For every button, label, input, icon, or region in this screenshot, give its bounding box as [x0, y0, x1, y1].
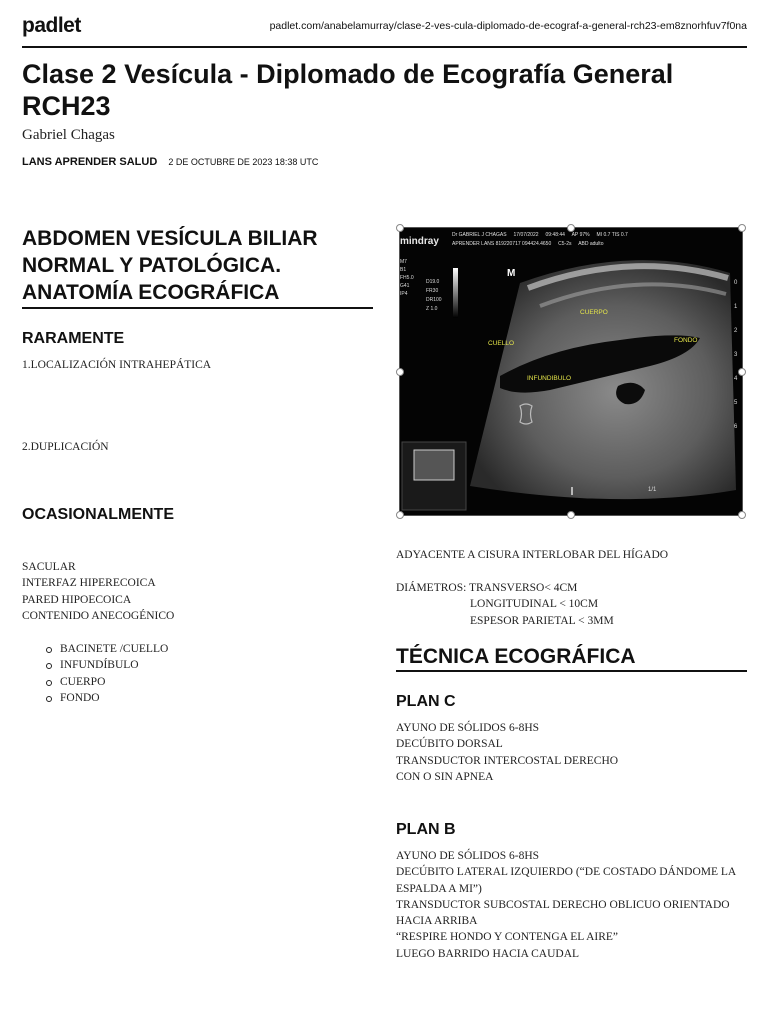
organization-name: LANS APRENDER SALUD: [22, 156, 158, 168]
svg-text:4: 4: [734, 376, 738, 382]
plan-b-line: HACIA ARRIBA: [396, 915, 478, 928]
plan-b-line: DECÚBITO LATERAL IZQUIERDO (“DE COSTADO DÁNDOME LA: [396, 866, 737, 879]
diametros-line: LONGITUDINAL < 10CM: [470, 598, 599, 611]
plan-c-lines: [396, 720, 618, 785]
ultrasound-setting: Z 1.0: [426, 306, 438, 312]
plan-b-line: “RESPIRE HONDO Y CONTENGA EL AIRE”: [396, 931, 618, 944]
plan-b-lines: [396, 848, 736, 962]
plan-c-line: CON O SIN APNEA: [396, 770, 494, 783]
frame-counter: 1/1: [648, 487, 657, 493]
svg-text:2: 2: [734, 328, 738, 334]
label-cuello: CUELLO: [488, 340, 515, 347]
post-date: 2 DE OCTUBRE DE 2023 18:38 UTC: [168, 157, 319, 167]
ultrasound-setting: B1: [400, 267, 407, 273]
ocasionalmente-lines: [22, 559, 174, 624]
svg-text:3: 3: [734, 352, 738, 358]
ultrasound-header-line-1: Dr GABRIEL J CHAGAS 17/07/2022 09:48:44 AP 97% MI 0.7 TIS 0.7: [452, 232, 628, 238]
ultrasound-setting: D19.0: [426, 279, 440, 285]
svg-text:0: 0: [734, 280, 738, 286]
resize-handle[interactable]: [396, 511, 404, 519]
resize-handle[interactable]: [738, 368, 746, 376]
resize-handle[interactable]: [396, 368, 404, 376]
list-item: BACINETE /CUELLO: [60, 641, 168, 657]
post-meta: [22, 156, 318, 168]
plan-b-line: LUEGO BARRIDO HACIA CAUDAL: [396, 947, 580, 960]
ultrasound-header-line-2: APRENDER LANS 819220717 094424.4650 C5-2s ABD adulto: [452, 241, 604, 247]
list-item: CUERPO: [60, 674, 168, 690]
resize-handle[interactable]: [567, 511, 575, 519]
ocasionalmente-line: INTERFAZ HIPERECOICA: [22, 577, 156, 590]
svg-text:1: 1: [734, 304, 738, 310]
plan-c-line: TRANSDUCTOR INTERCOSTAL DERECHO: [396, 754, 619, 767]
ocasionalmente-heading: OCASIONALMENTE: [22, 506, 174, 523]
gallbladder-parts-list: [22, 641, 168, 706]
ultrasound-setting: IP4: [400, 291, 408, 297]
padlet-logo[interactable]: padlet: [22, 14, 81, 37]
main-heading: ABDOMEN VESÍCULA BILIAR NORMAL Y PATOLÓGICA. ANATOMÍA ECOGRÁFICA: [22, 225, 373, 309]
ultrasound-brand: mindray: [400, 236, 439, 247]
resize-handle[interactable]: [738, 511, 746, 519]
ultrasound-image[interactable]: [399, 227, 743, 516]
raramente-heading: RARAMENTE: [22, 330, 125, 347]
resize-handle[interactable]: [738, 224, 746, 232]
ultrasound-setting: FR30: [426, 288, 439, 294]
resize-handle[interactable]: [396, 224, 404, 232]
svg-text:6: 6: [734, 424, 738, 430]
diametros-line: ESPESOR PARIETAL < 3MM: [470, 614, 614, 627]
top-bar: [22, 14, 747, 48]
thumbnail-icon: [414, 450, 454, 480]
ultrasound-setting: FH5.0: [400, 275, 414, 281]
list-item: INFUNDÍBULO: [60, 657, 168, 673]
tecnica-heading: TÉCNICA ECOGRÁFICA: [396, 643, 747, 672]
intro-line: ADYACENTE A CISURA INTERLOBAR DEL HÍGADO: [396, 549, 669, 561]
resize-handle[interactable]: [567, 224, 575, 232]
plan-b-heading: PLAN B: [396, 821, 456, 838]
ultrasound-settings-2: [426, 278, 442, 314]
plan-c-heading: PLAN C: [396, 693, 456, 710]
raramente-item-2: 2.DUPLICACIÓN: [22, 441, 109, 453]
author-name: Gabriel Chagas: [22, 127, 115, 143]
svg-text:5: 5: [734, 400, 738, 406]
list-item: FONDO: [60, 690, 168, 706]
plan-c-line: AYUNO DE SÓLIDOS 6-8HS: [396, 722, 540, 734]
label-fondo: FONDO: [674, 337, 698, 344]
ultrasound-setting: G41: [400, 283, 410, 289]
ocasionalmente-line: PARED HIPOECOICA: [22, 593, 132, 606]
raramente-item-1: 1.LOCALIZACIÓN INTRAHEPÁTICA: [22, 359, 212, 371]
ultrasound-setting: M7: [400, 259, 407, 265]
plan-b-line: AYUNO DE SÓLIDOS 6-8HS: [396, 850, 540, 862]
page-url: padlet.com/anabelamurray/clase-2-ves-cula-diplomado-de-ecograf-a-general-rch23-em8znorhfuv7f0na: [269, 20, 747, 32]
page-title: Clase 2 Vesícula - Diplomado de Ecografía General RCH23: [22, 59, 674, 121]
label-infundibulo: INFUNDIBULO: [527, 375, 572, 382]
diametros-line: DIÁMETROS: TRANSVERSO< 4CM: [396, 582, 578, 594]
ocasionalmente-line: SACULAR: [22, 561, 76, 573]
ocasionalmente-line: CONTENIDO ANECOGÉNICO: [22, 609, 175, 622]
ultrasound-setting: DR100: [426, 297, 442, 303]
ultrasound-settings: [400, 258, 414, 298]
probe-mark: M: [507, 268, 516, 279]
plan-b-line: ESPALDA A MI”): [396, 882, 482, 895]
ultrasound-svg: [400, 228, 742, 515]
label-cuerpo: CUERPO: [580, 309, 608, 316]
diametros-block: [396, 580, 614, 629]
plan-c-line: DECÚBITO DORSAL: [396, 738, 503, 751]
plan-b-line: TRANSDUCTOR SUBCOSTAL DERECHO OBLICUO ORIENTADO: [396, 898, 730, 911]
